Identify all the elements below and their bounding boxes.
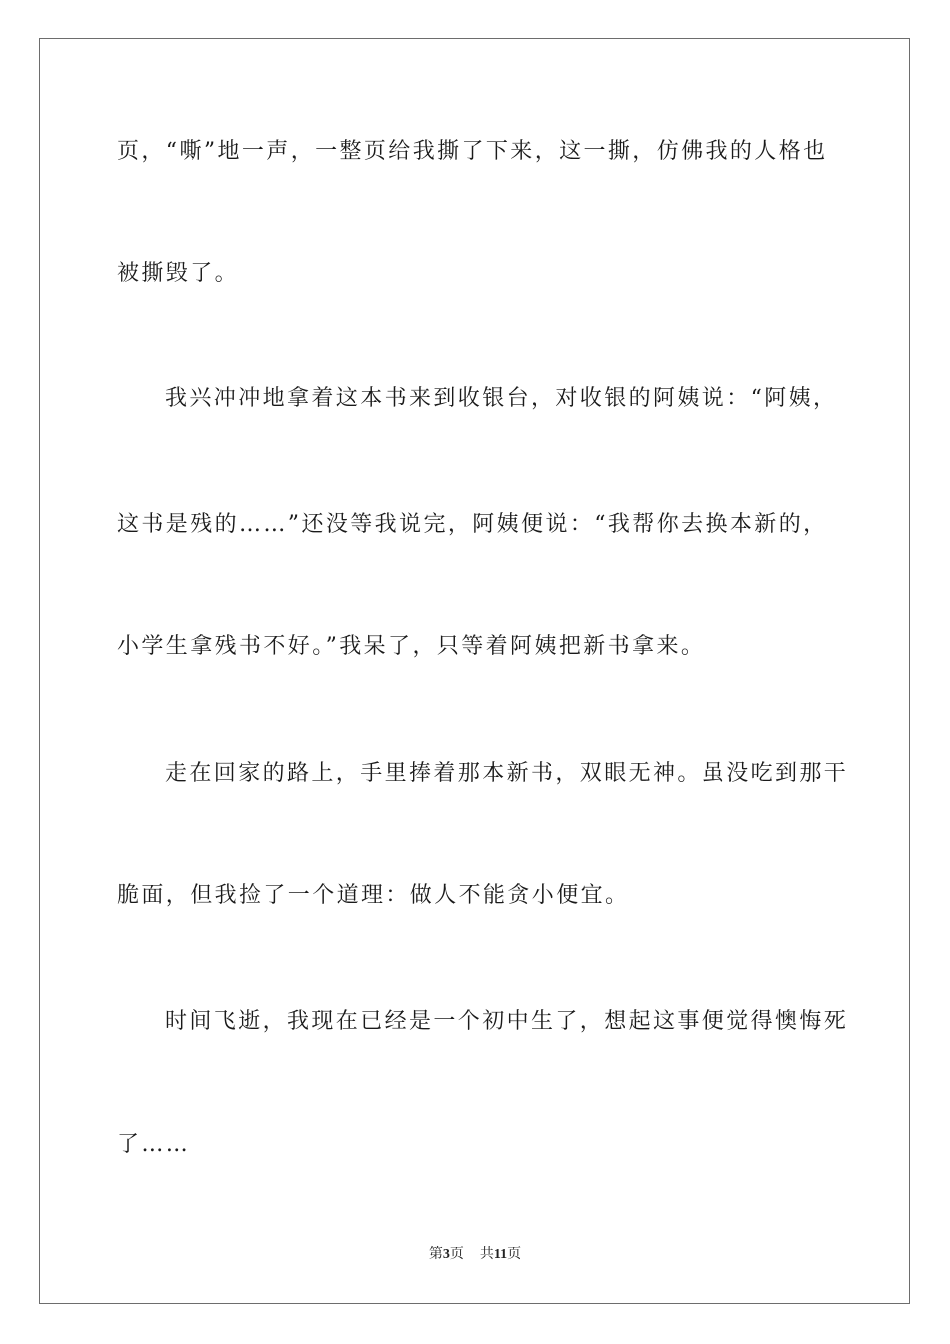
total-prefix: 共	[479, 1247, 494, 1262]
text-line-2: 被撕毁了。	[117, 261, 240, 286]
text-line-1: 页，“嘶”地一声，一整页给我撕了下来，这一撕，仿佛我的人格也	[117, 139, 828, 164]
text-line-4: 这书是残的……”还没等我说完，阿姨便说：“我帮你去换本新的，	[117, 512, 828, 537]
total-suffix: 页	[507, 1247, 522, 1262]
page-frame	[39, 38, 910, 1304]
page-number: 3	[442, 1247, 450, 1262]
text-line-3: 我兴冲冲地拿着这本书来到收银台，对收银的阿姨说：“阿姨，	[165, 386, 838, 411]
text-line-6: 走在回家的路上，手里捧着那本新书，双眼无神。虽没吃到那干	[165, 761, 849, 786]
text-line-7: 脆面，但我捡了一个道理：做人不能贪小便宜。	[117, 883, 630, 908]
page-footer	[0, 1246, 950, 1264]
text-line-5: 小学生拿残书不好。”我呆了，只等着阿姨把新书拿来。	[117, 634, 706, 659]
total-pages: 11	[493, 1247, 508, 1262]
text-line-8: 时间飞逝，我现在已经是一个初中生了，想起这事便觉得懊悔死	[165, 1009, 849, 1034]
page-prefix: 第	[428, 1247, 443, 1262]
text-line-9: 了……	[117, 1132, 191, 1157]
page-suffix: 页	[449, 1247, 464, 1262]
